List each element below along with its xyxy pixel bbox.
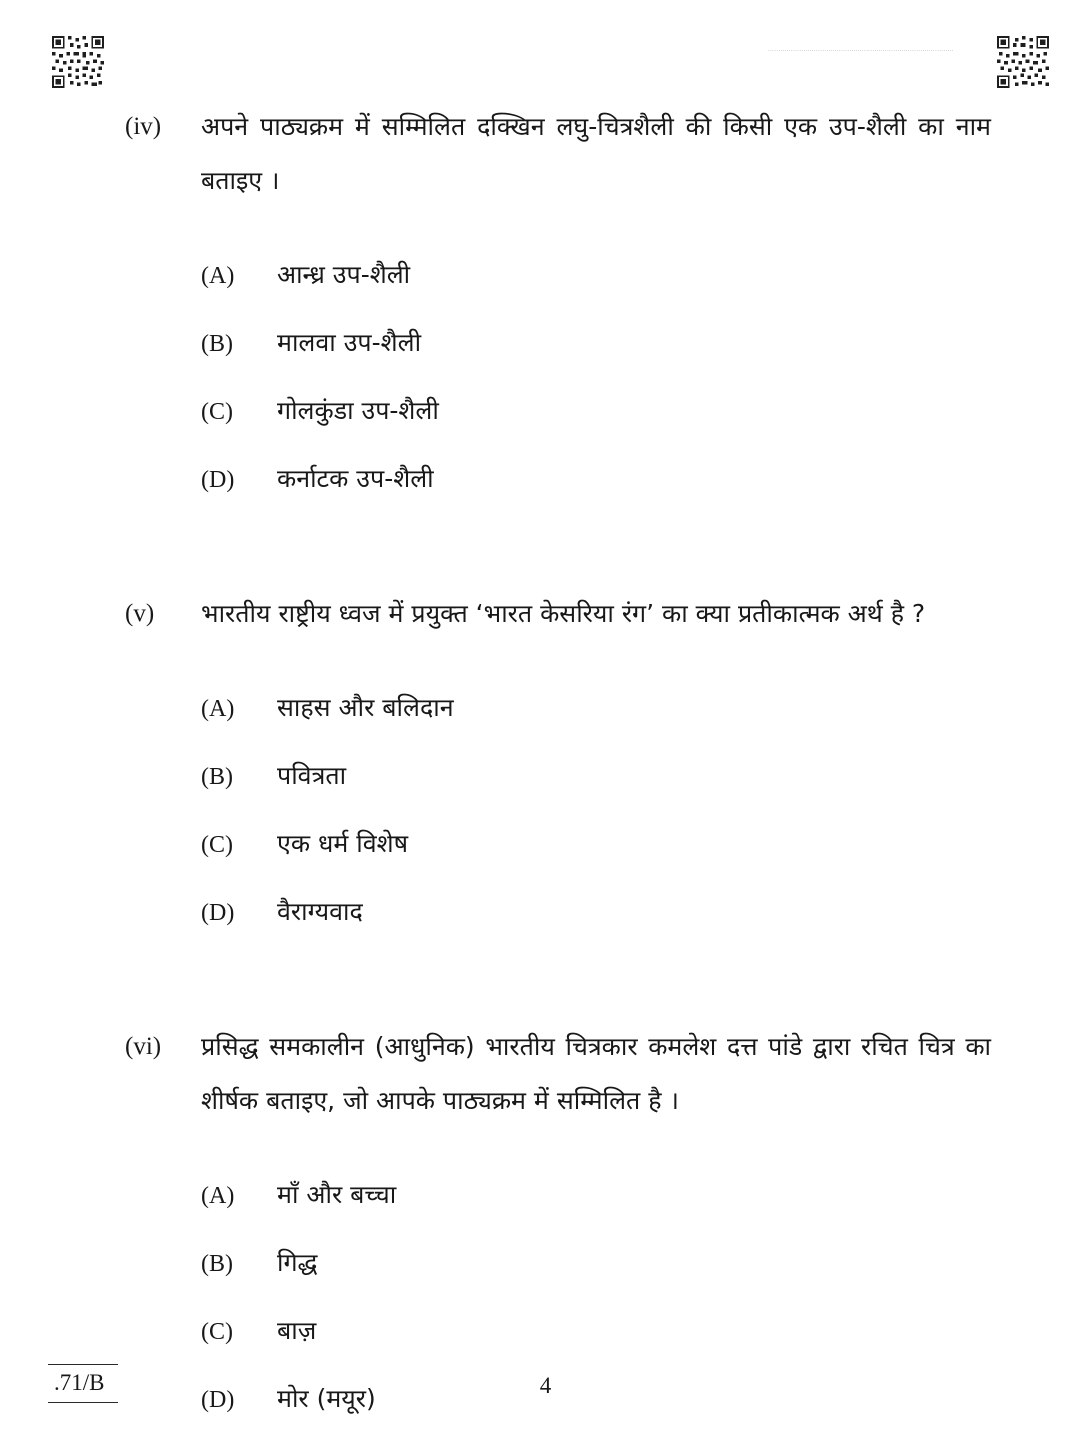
- option-row: [201, 1316, 991, 1347]
- option-label: (A): [201, 696, 235, 722]
- option-row: [201, 693, 991, 724]
- question-iv: [125, 100, 1011, 495]
- question-number: (iv): [125, 113, 162, 140]
- option-row: [201, 1248, 991, 1279]
- option-row: [201, 897, 991, 928]
- option-row: [201, 396, 991, 427]
- question-text: प्रसिद्ध समकालीन (आधुनिक) भारतीय चित्रकार कमलेश दत्त पांडे द्वारा रचित चित्र का शीर्षक बताइए, जो आपके पाठ्यक्रम में सम्मिलित है ।: [201, 1032, 991, 1115]
- question-vi: [125, 1020, 1011, 1415]
- option-text: मोर (मयूर): [277, 1384, 376, 1413]
- option-label: (D): [201, 900, 235, 926]
- option-label: (A): [201, 263, 235, 289]
- option-label: (B): [201, 331, 233, 357]
- option-text: बाज़: [277, 1316, 317, 1345]
- page-number: 4: [539, 1373, 552, 1398]
- option-label: (B): [201, 1251, 233, 1277]
- option-text: माँ और बच्चा: [277, 1180, 397, 1209]
- footer-paper-code: .71/B: [48, 1364, 118, 1403]
- option-text: एक धर्म विशेष: [277, 829, 409, 858]
- option-text: साहस और बलिदान: [277, 693, 454, 722]
- qr-code-top-right-icon: [997, 36, 1049, 88]
- option-label: (D): [201, 1387, 235, 1413]
- option-text: वैराग्यवाद: [277, 897, 363, 926]
- question-v: [125, 587, 1011, 928]
- option-text: मालवा उप-शैली: [277, 328, 422, 357]
- question-text: भारतीय राष्ट्रीय ध्वज में प्रयुक्त ‘भारत केसरिया रंग’ का क्या प्रतीकात्मक अर्थ है ?: [201, 599, 926, 628]
- option-text: कर्नाटक उप-शैली: [277, 464, 434, 493]
- option-text: गिद्ध: [277, 1248, 318, 1277]
- questions-section: [125, 100, 1011, 1415]
- option-row: [201, 761, 991, 792]
- option-label: (D): [201, 467, 235, 493]
- option-text: आन्ध्र उप-शैली: [277, 260, 411, 289]
- question-number: (v): [125, 600, 155, 627]
- option-label: (C): [201, 832, 233, 858]
- question-text: अपने पाठ्यक्रम में सम्मिलित दक्खिन लघु-चित्रशैली की किसी एक उप-शैली का नाम बताइए ।: [201, 112, 991, 195]
- option-label: (B): [201, 764, 233, 790]
- option-row: [201, 328, 991, 359]
- qr-code-top-left-icon: [52, 36, 104, 88]
- option-label: (C): [201, 1319, 233, 1345]
- option-text: पवित्रता: [277, 761, 347, 790]
- option-row: [201, 829, 991, 860]
- option-row: [201, 464, 991, 495]
- option-text: गोलकुंडा उप-शैली: [277, 396, 439, 425]
- option-label: (A): [201, 1183, 235, 1209]
- option-label: (C): [201, 399, 233, 425]
- option-row: [201, 260, 991, 291]
- option-row: [201, 1180, 991, 1211]
- question-number: (vi): [125, 1033, 162, 1060]
- header-microtext: ·························································································: [768, 48, 954, 54]
